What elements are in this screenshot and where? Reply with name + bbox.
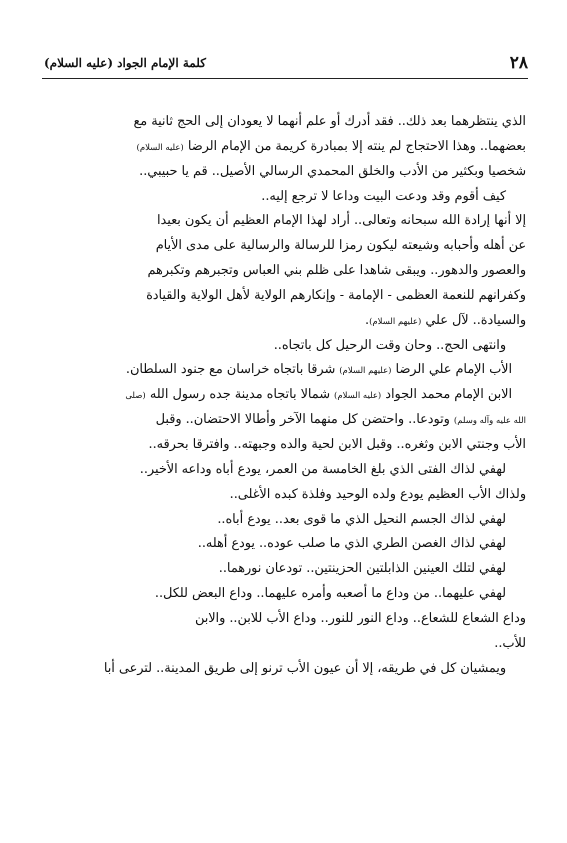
text-line: لهفي عليهما.. من وداع ما أصعبه وأمره عليهما.. وداع البعض للكل.. [154, 586, 506, 602]
text-line: الابن الإمام محمد الجواد (عليه السلام) شمالا باتجاه مدينة جده رسول الله (صلى [125, 387, 512, 403]
text-line: عن أهله وأحبابه وشيعته ليكون رمزا للرسالة والرسالية على مدى الأيام [155, 238, 526, 254]
honorific: (صلى [125, 391, 146, 402]
text-line: ولذاك الأب العظيم يودع ولده الوحيد وفلذة كبده الأغلى.. [229, 486, 526, 502]
text-line: بعضهما.. وهذا الاحتجاج لم ينته إلا بمبادرة كريمة من الإمام الرضا (عليه السلام) [136, 138, 526, 154]
honorific: (عليهم السلام) [339, 366, 392, 377]
text-line: لهفي لذاك الفتى الذي بلغ الخامسة من العمر، يودع أباه وداعه الأخير.. [139, 461, 506, 477]
honorific: (عليه السلام) [136, 142, 184, 153]
text-line: الأب وجنتي الابن وثغره.. وقبل الابن لحية والده وجبهته.. وافترقا بحرقه.. [148, 436, 526, 452]
text-line: وانتهى الحج.. وحان وقت الرحيل كل باتجاه.. [273, 337, 506, 353]
text-line: للأب.. [494, 635, 526, 651]
text-line: شخصيا وبكثير من الأدب والخلق المحمدي الرسالي الأصيل.. قم يا حبيبي.. [139, 163, 526, 179]
running-title: كلمة الإمام الجواد (عليه السلام) [44, 56, 206, 70]
text-line: لهفي لتلك العينين الذابلتين الحزينتين.. تودعان نورهما.. [218, 561, 506, 577]
page-header [42, 53, 528, 79]
text-line: وداع الشعاع للشعاع.. وداع النور للنور.. وداع الأب للابن.. والابن [194, 610, 526, 626]
text-line: الذي ينتظرهما بعد ذلك.. فقد أدرك أو علم أنهما لا يعودان إلى الحج ثانية مع [133, 114, 526, 129]
text-line: لهفي لذاك الجسم النحيل الذي ما قوى بعد.. يودع أباه.. [217, 511, 506, 527]
text-line: الأب الإمام علي الرضا (عليهم السلام) شرقا باتجاه خراسان مع جنود السلطان. [125, 362, 512, 378]
honorific: (عليه السلام) [334, 391, 382, 402]
text-line: والعصور والدهور.. ويبقى شاهدا على ظلم بني العباس وتجبرهم وتكبرهم [147, 263, 526, 279]
body-text [42, 110, 526, 681]
text-line: كيف أقوم وقد ودعت البيت وداعا لا ترجع إليه.. [261, 188, 506, 204]
text-line: الله عليه وآله وسلم) وتودعا.. واحتضن كل منهما الآخر وأطالا الاحتضان.. وقبل [155, 412, 526, 428]
text-line: وكفرانهم للنعمة العظمى - الإمامة - وإنكارهم الولاية لأهل الولاية والقيادة [146, 287, 526, 303]
page-number: ٢٨ [509, 53, 528, 73]
honorific: (عليهم السلام) [369, 316, 422, 327]
text-line: إلا أنها إرادة الله سبحانه وتعالى.. أراد لهذا الإمام العظيم أن يكون بعيدا [156, 213, 526, 229]
text-line: لهفي لذاك الغصن الطري الذي ما صلب عوده.. يودع أهله.. [197, 536, 506, 552]
text-line: والسيادة.. لآل علي (عليهم السلام). [364, 312, 526, 328]
honorific: الله عليه وآله وسلم) [453, 416, 526, 427]
text-line: ويمشيان كل في طريقه، إلا أن عيون الأب ترنو إلى طريق المدينة.. لترعى أبا [103, 660, 506, 676]
